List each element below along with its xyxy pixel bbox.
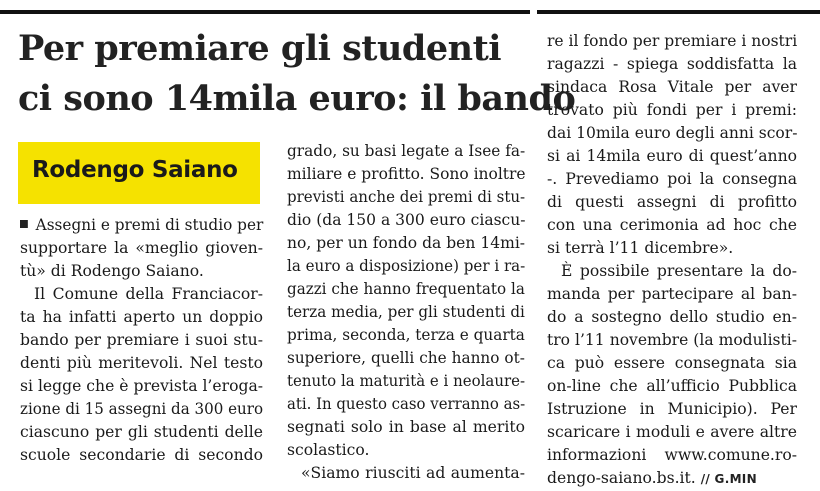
text-line: do a sostegno dello studio en- [547,308,797,326]
text-line: «Siamo riusciti ad aumenta- [301,464,525,482]
headline-line-1: Per premiare gli studenti [18,28,502,69]
text-line: on-line che all’ufficio Pubblica [547,377,797,395]
text-line: dio (da 150 a 300 euro ciascu- [287,211,526,229]
text-line: ta ha infatti aperto un doppio [20,308,263,326]
text-line: trovato più fondi per i premi: [547,101,797,119]
text-line: si terrà l’11 dicembre». [547,239,734,257]
text-line: -. Prevediamo poi la consegna [547,170,797,188]
text-line: Assegni e premi di studio per [20,214,263,237]
text-line: con una cerimonia ad hoc che [547,216,797,234]
text-line: grado, su basi legate a Isee fa- [287,142,526,160]
text-line: supportare la «meglio gioven- [20,239,263,257]
text-line: re il fondo per premiare i nostri [547,32,798,50]
text-line: informazioni www.comune.ro- [547,446,797,464]
bullet-square-icon [20,220,28,228]
text-line: prima, seconda, terza e quarta [287,326,525,344]
text-line: gazzi che hanno frequentato la [287,280,525,298]
text-line: sindaca Rosa Vitale per aver [547,78,797,96]
text-line: Istruzione in Municipio). Per [547,400,797,418]
text-line: scaricare i moduli e avere altre [547,423,797,441]
text-line: tenuto la maturità e i neolaure- [287,372,526,390]
text-line: di questi assegni di profitto [547,193,797,211]
author-signature: // G.MIN [700,472,757,486]
text-line: Il Comune della Franciacor- [34,285,263,303]
kicker-box [18,142,260,204]
text-line: terza media, per gli studenti di [287,303,525,321]
text-line: si legge che è prevista l’eroga- [20,377,264,395]
article-column-1 [20,214,263,467]
article-column-3 [547,30,797,491]
text-line: bando per premiare i suoi stu- [20,331,263,349]
text-line: si ai 14mila euro di quest’anno [547,147,797,165]
text-line-last: dengo-saiano.bs.it. // G.MIN [547,469,757,487]
text-line: È possibile presentare la do- [561,262,797,280]
headline [18,24,576,124]
headline-line-2: ci sono 14mila euro: il bando [18,78,576,119]
top-rule-right [537,10,820,14]
text-line: scuole secondarie di secondo [20,446,263,464]
kicker-label: Rodengo Saiano [32,157,238,183]
text-line: ciascuno per gli studenti delle [20,423,263,441]
text-line: ragazzi - spiega soddisfatta la [547,55,797,73]
text-line: la euro a disposizione) per i ra- [287,257,526,275]
top-rule [0,10,530,14]
text-line: ca può essere consegnata sia [547,354,797,372]
article-column-2 [287,140,525,485]
text-line: superiore, quelli che hanno ot- [287,349,525,367]
text-line: zione di 15 assegni da 300 euro [20,400,264,418]
text-line: previsti anche dei premi di stu- [287,188,526,206]
text-line: miliare e profitto. Sono inoltre [287,165,526,183]
text-line: ati. In questo caso verranno as- [287,395,526,413]
text-line: tro l’11 novembre (la modulisti- [547,331,797,349]
text-line: segnati solo in base al merito [287,418,525,436]
text-line: scolastico. [287,441,370,459]
text-line: no, per un fondo da ben 14mi- [287,234,526,252]
text-line: dai 10mila euro degli anni scor- [547,124,798,142]
text-line: tù» di Rodengo Saiano. [20,262,204,280]
text-line: manda per partecipare al ban- [547,285,797,303]
text-line: denti più meritevoli. Nel testo [20,354,263,372]
